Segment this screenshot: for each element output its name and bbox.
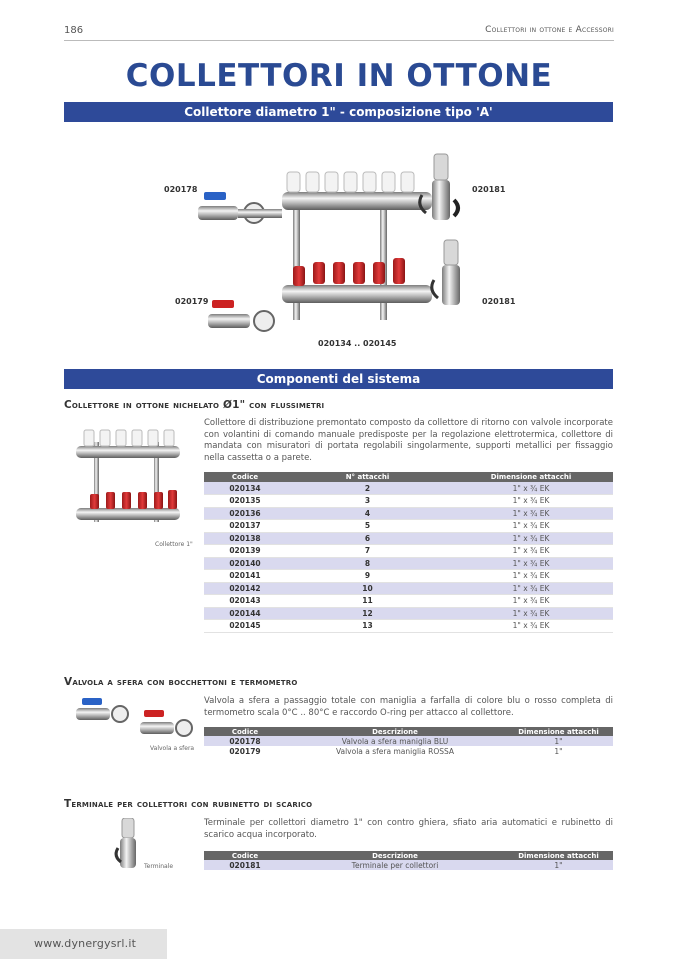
label-terminal-top: 020181	[472, 185, 506, 194]
table-row: 020178 Valvola a sfera maniglia BLU 1"	[204, 736, 613, 746]
section3-caption: Terminale	[144, 863, 174, 870]
table-row: 020137 5 1" x ¾ EK	[204, 520, 613, 533]
col-code: Codice	[204, 851, 286, 860]
manifold-table	[204, 472, 613, 633]
header-divider	[64, 40, 614, 41]
label-terminal-bottom: 020181	[482, 297, 516, 306]
col-description: Descrizione	[286, 727, 504, 736]
terminal-top	[432, 180, 450, 220]
terminal-bottom	[442, 265, 460, 305]
composition-banner: Collettore diametro 1" - composizione tipo 'A'	[64, 102, 613, 122]
section1-heading: Collettore in ottone nichelato Ø1" con flussimetri	[64, 399, 325, 411]
valve-red-handle	[212, 300, 234, 308]
table-row: 020143 11 1" x ¾ EK	[204, 595, 613, 608]
section1-description: Collettore di distribuzione premontato composto da collettore di ritorno con valvole incorporate con volantini di comando manuale predisposte per la regolazione elettrotermica, collettore di mandata con misuratori di portata regolabili singolarmente, supporti metallici per fissaggio nella cassetta o a parete.	[204, 418, 613, 463]
footer-url[interactable]: www.dynergysrl.it	[34, 937, 137, 950]
valve-red-body	[208, 314, 250, 328]
col-connections: N° attacchi	[286, 472, 449, 482]
label-valve-red: 020179	[175, 297, 209, 306]
col-dimension: Dimensione attacchi	[504, 851, 613, 860]
label-valve-blue: 020178	[164, 185, 198, 194]
terminal-image	[114, 818, 144, 870]
valve-table	[204, 727, 613, 756]
page-number: 186	[64, 25, 84, 36]
table-row: 020140 8 1" x ¾ EK	[204, 557, 613, 570]
manifold-thumbnail	[76, 420, 186, 538]
table-row: 020139 7 1" x ¾ EK	[204, 545, 613, 558]
table-row: 020138 6 1" x ¾ EK	[204, 532, 613, 545]
table-row: 020135 3 1" x ¾ EK	[204, 495, 613, 508]
table-row: 020142 10 1" x ¾ EK	[204, 582, 613, 595]
section2-description: Valvola a sfera a passaggio totale con maniglia a farfalla di colore blu o rosso completa di termometro scala 0°C .. 80°C e raccordo O-ring per attacco al collettore.	[204, 696, 613, 718]
table-row: 020136 4 1" x ¾ EK	[204, 507, 613, 520]
col-code: Codice	[204, 727, 286, 736]
col-dimension: Dimensione attacchi	[449, 472, 613, 482]
thermometer-bottom	[254, 311, 274, 331]
terminal-table	[204, 851, 613, 870]
valve-blue-handle	[204, 192, 226, 200]
section-label: Collettori in ottone e Accessori	[485, 25, 614, 35]
top-caps	[287, 172, 414, 192]
section2-caption: Valvola a sfera	[150, 745, 195, 752]
col-code: Codice	[204, 472, 286, 482]
table-row: 020144 12 1" x ¾ EK	[204, 607, 613, 620]
label-manifold-range: 020134 .. 020145	[318, 339, 397, 348]
valve-blue-body	[198, 206, 238, 220]
col-description: Descrizione	[286, 851, 504, 860]
col-dimension: Dimensione attacchi	[504, 727, 613, 736]
table-row: 020179 Valvola a sfera maniglia ROSSA 1"	[229, 746, 563, 756]
section3-heading: Terminale per collettori con rubinetto di scarico	[64, 798, 313, 810]
table-row: 020134 2 1" x ¾ EK	[204, 482, 613, 495]
return-manifold-bar	[282, 192, 432, 210]
manifold-assembly-image	[190, 140, 480, 340]
table-row: 020181 Terminale per collettori 1"	[204, 860, 613, 870]
flow-meters	[293, 258, 405, 286]
ball-valves-image	[74, 696, 194, 742]
section2-heading: Valvola a sfera con bocchettoni e termometro	[64, 676, 298, 688]
components-banner: Componenti del sistema	[64, 369, 613, 389]
section3-description: Terminale per collettori diametro 1" con contro ghiera, sfiato aria automatici e rubinetto di scarico acqua incorporato.	[204, 818, 613, 840]
page-title: COLLETTORI IN OTTONE	[125, 58, 553, 94]
section1-caption: Collettore 1"	[155, 541, 193, 548]
supply-manifold-bar	[282, 285, 432, 303]
table-row: 020145 13 1" x ¾ EK	[204, 620, 613, 633]
table-row: 020141 9 1" x ¾ EK	[204, 570, 613, 583]
